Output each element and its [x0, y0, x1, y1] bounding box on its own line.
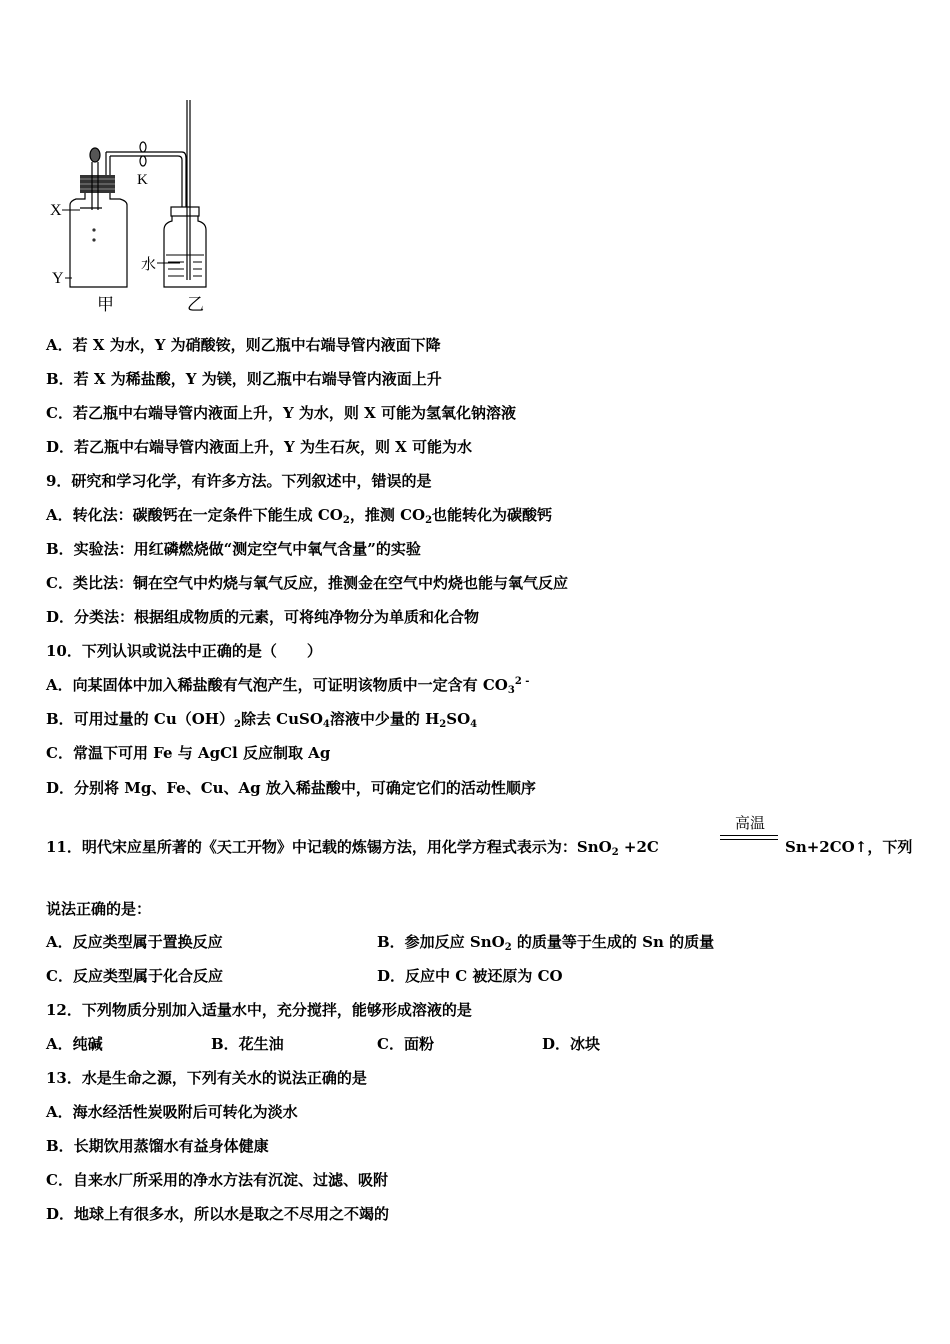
q9-option-a: A．转化法：碳酸钙在一定条件下能生成 $CO_2$，推测 $CO_2$也能转化为碳酸钙: [46, 506, 553, 526]
q10-option-b: B．可用过量的 $Cu(OH)_2$除去 CuSO$_4$溶液中少量的 $H_2SO_4$: [46, 710, 478, 730]
apparatus-figure: [40, 95, 240, 320]
q9-stem: 9．研究和学习化学，有许多方法。下列叙述中，错误的是: [46, 472, 432, 490]
q10-option-a: A．向某固体中加入稀盐酸有气泡产生，可证明该物质中一定含有 $CO_3^{2 -}$: [46, 676, 530, 696]
q10-stem: 10．下列认识或说法中正确的是（ ）: [46, 642, 322, 660]
q10-option-c: C．常温下可用 Fe 与 AgCl 反应制取 Ag: [46, 744, 331, 762]
label-yi: 乙: [187, 295, 204, 314]
q9-option-b: B．实验法：用红磷燃烧做“测定空气中氧气含量”的实验: [46, 540, 421, 558]
q11-option-d: D．反应中 C 被还原为 CO: [377, 967, 563, 985]
label-k: K: [137, 172, 148, 188]
bottle-yi: [164, 207, 206, 287]
q11-stem-part3: 说法正确的是：: [46, 900, 152, 918]
q11-option-c: C．反应类型属于化合反应: [46, 967, 223, 985]
q13-option-b: B．长期饮用蒸馏水有益身体健康: [46, 1137, 269, 1155]
q13-option-a: A．海水经活性炭吸附后可转化为淡水: [46, 1103, 298, 1121]
label-water: 水: [141, 257, 157, 273]
q10-option-d: D．分别将 Mg、Fe、Cu、Ag 放入稀盐酸中，可确定它们的活动性顺序: [46, 779, 536, 797]
q12-stem: 12．下列物质分别加入适量水中，充分搅拌，能够形成溶液的是: [46, 1001, 472, 1019]
q12-option-c: C．面粉: [377, 1035, 434, 1053]
clamp-k: [140, 142, 146, 166]
label-x: X: [50, 202, 62, 219]
q11-option-b: B．参加反应 SnO$_2$ 的质量等于生成的 Sn 的质量: [377, 933, 715, 953]
q11-option-a: A．反应类型属于置换反应: [46, 933, 223, 951]
q11-stem-part1: 11．明代宋应星所著的《天工开物》中记载的炼锡方法，用化学方程式表示为：SnO$_2$ +2C: [46, 838, 659, 858]
equation-line-bottom: [720, 839, 778, 840]
q9-option-d: D．分类法：根据组成物质的元素，可将纯净物分为单质和化合物: [46, 608, 480, 626]
q8-option-c: C．若乙瓶中右端导管内液面上升，Y 为水，则 X 可能为氢氧化钠溶液: [46, 404, 516, 422]
water-yi: [166, 255, 204, 276]
q12-option-d: D．冰块: [542, 1035, 601, 1053]
q13-stem: 13．水是生命之源，下列有关水的说法正确的是: [46, 1069, 367, 1087]
q8-option-b: B．若 X 为稀盐酸，Y 为镁，则乙瓶中右端导管内液面上升: [46, 370, 442, 388]
long-tube: [187, 100, 190, 280]
q11-stem-part2: Sn+2CO↑，下列: [785, 838, 913, 856]
q8-option-a: A．若 X 为水，Y 为硝酸铵，则乙瓶中右端导管内液面下降: [46, 336, 441, 354]
label-y: Y: [52, 270, 64, 287]
q8-option-d: D．若乙瓶中右端导管内液面上升，Y 为生石灰，则 X 可能为水: [46, 438, 473, 456]
q13-option-d: D．地球上有很多水，所以水是取之不尽用之不竭的: [46, 1205, 390, 1223]
q12-option-a: A．纯碱: [46, 1035, 103, 1053]
q12-option-b: B．花生油: [211, 1035, 284, 1053]
q9-option-c: C．类比法：铜在空气中灼烧与氧气反应，推测金在空气中灼烧也能与氧气反应: [46, 574, 568, 592]
equation-line-top: [720, 835, 778, 836]
reaction-condition: 高温: [734, 814, 765, 832]
q13-option-c: C．自来水厂所采用的净水方法有沉淀、过滤、吸附: [46, 1171, 388, 1189]
label-jia: 甲: [97, 295, 114, 314]
